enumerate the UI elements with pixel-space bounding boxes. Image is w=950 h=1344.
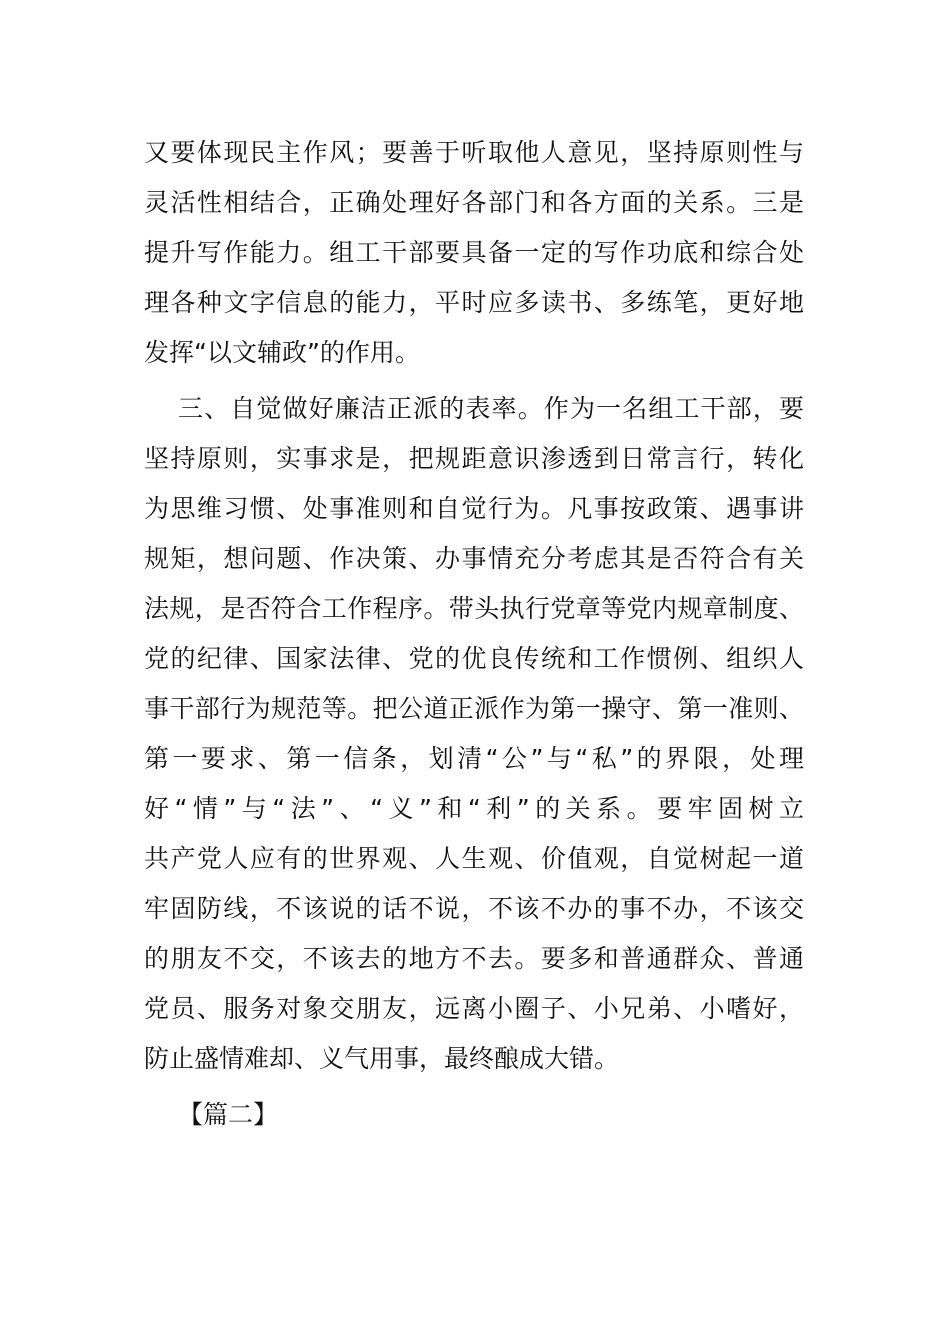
- text-line: 三、自觉做好廉洁正派的表率。作为一名组工干部，要: [178, 394, 804, 423]
- text-line: 防止盛情难却、义气用事，最终酿成大错。: [144, 1044, 620, 1073]
- text-line: 为思维习惯、处事准则和自觉行为。凡事按政策、遇事讲: [144, 494, 804, 523]
- text-line: 党员、服务对象交朋友，远离小圈子、小兄弟、小嗜好，: [144, 994, 804, 1023]
- text-line: 发挥“以文辅政”的作用。: [144, 338, 420, 367]
- text-line: 提升写作能力。组工干部要具备一定的写作功底和综合处: [144, 238, 804, 267]
- text-line: 又要体现民主作风；要善于听取他人意见，坚持原则性与: [144, 138, 804, 167]
- paragraph: [144, 384, 804, 1084]
- text-line: 法规，是否符合工作程序。带头执行党章等党内规章制度、: [144, 594, 804, 623]
- text-line: 党的纪律、国家法律、党的优良传统和工作惯例、组织人: [144, 644, 804, 673]
- text-line: 规矩，想问题、作决策、办事情充分考虑其是否符合有关: [144, 544, 804, 573]
- text-line: 事干部行为规范等。把公道正派作为第一操守、第一准则、: [144, 694, 804, 723]
- text-line: 理各种文字信息的能力，平时应多读书、多练笔，更好地: [144, 288, 804, 317]
- text-line: 好“情”与“法”、“义”和“利”的关系。要牢固树立: [144, 794, 804, 823]
- text-line: 的朋友不交，不该去的地方不去。要多和普通群众、普通: [144, 944, 804, 973]
- text-line: 牢固防线，不该说的话不说，不该不办的事不办，不该交: [144, 894, 804, 923]
- document-body: [144, 128, 804, 1140]
- section-heading: 【篇二】: [178, 1100, 279, 1129]
- text-line: 第一要求、第一信条，划清“公”与“私”的界限，处理: [144, 744, 804, 773]
- paragraph: [144, 128, 804, 378]
- text-line: 灵活性相结合，正确处理好各部门和各方面的关系。三是: [144, 188, 804, 217]
- text-line: 坚持原则，实事求是，把规距意识渗透到日常言行，转化: [144, 444, 804, 473]
- text-line: 共产党人应有的世界观、人生观、价值观，自觉树起一道: [144, 844, 804, 873]
